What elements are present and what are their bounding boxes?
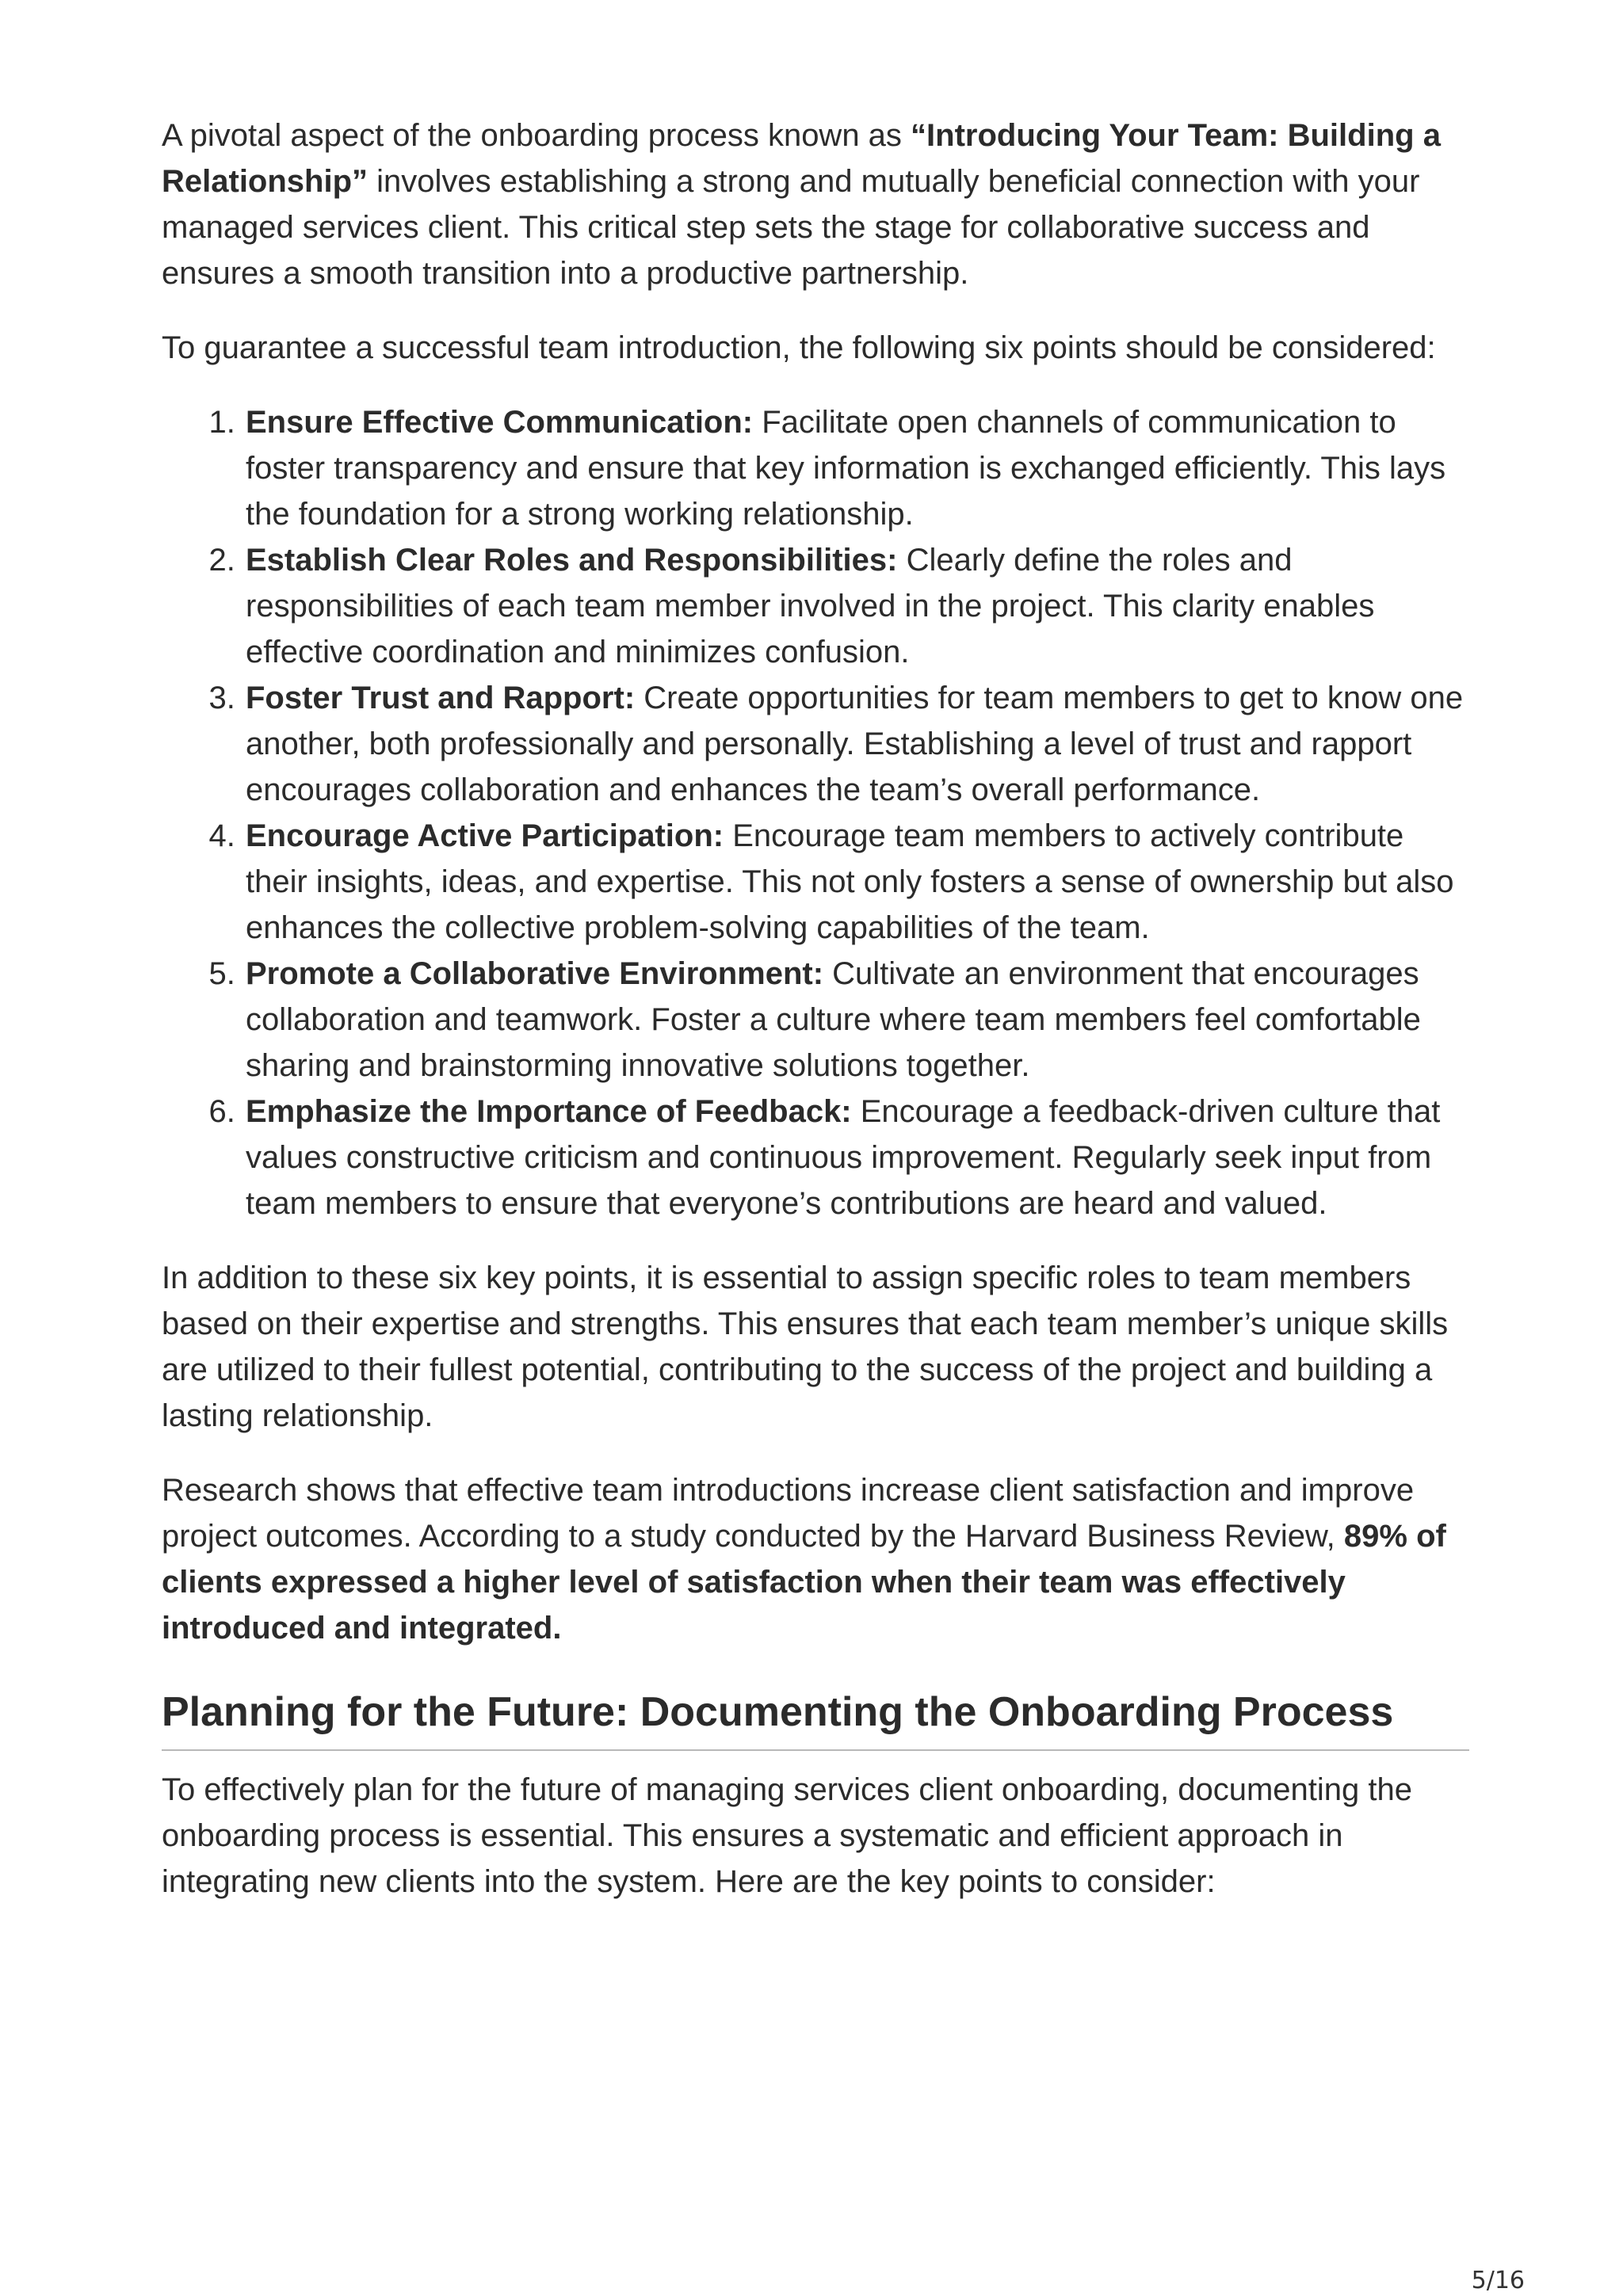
list-item [244,813,1469,951]
list-item [244,675,1469,813]
roles-paragraph: In addition to these six key points, it is essential to assign specific roles to team members based on their expertise and strengths. This ensures that each team member’s unique skills are utilized to their fullest potential, contributing to the success of the project and building a lasting relationship. [162,1261,1449,1433]
list-item [244,537,1469,675]
point-text: Cultivate an environment that encourages collaboration and teamwork. Foster a culture where team members feel comfortable sharing and brainstorming innovative solutions together. [246,956,1421,1083]
research-paragraph [162,1467,1469,1651]
list-item [244,399,1469,537]
point-title: Promote a Collaborative Environment: [246,956,824,991]
point-title: Ensure Effective Communication: [246,405,754,440]
lead-paragraph: To guarantee a successful team introduction, the following six points should be considered: [162,330,1436,365]
list-item [244,951,1469,1089]
point-text: Facilitate open channels of communication to foster transparency and ensure that key information is exchanged efficiently. This lays the foundation for a strong working relationship. [246,405,1446,532]
research-highlight: 89% of clients expressed a higher level of satisfaction when their team was effectively introduced and integrated. [162,1519,1446,1646]
point-text: Encourage team members to actively contribute their insights, ideas, and expertise. This not only fosters a sense of ownership but also enhances the collective problem-solving capabilities of the team. [246,818,1454,945]
point-title: Foster Trust and Rapport: [246,681,636,715]
key-points-list [162,399,1469,1226]
point-text: Encourage a feedback-driven culture that values constructive criticism and continuous improvement. Regularly seek input from team members to ensure that everyone’s contributions are heard and valued. [246,1094,1441,1221]
section-heading: Planning for the Future: Documenting the Onboarding Process [162,1683,1469,1751]
intro-text-after: involves establishing a strong and mutually beneficial connection with your managed services client. This critical step sets the stage for collaborative success and ensures a smooth transition into a productive partnership. [162,164,1420,291]
intro-bold-phrase: “Introducing Your Team: Building a Relationship” [162,118,1441,199]
page-number: 5/16 [1471,2267,1525,2294]
point-text: Clearly define the roles and responsibilities of each team member involved in the project. This clarity enables effective coordination and minimizes confusion. [246,543,1375,669]
point-title: Establish Clear Roles and Responsibilities: [246,543,898,578]
point-title: Encourage Active Participation: [246,818,724,853]
intro-paragraph [162,113,1469,296]
intro-text-before: A pivotal aspect of the onboarding process known as [162,118,911,153]
section-paragraph: To effectively plan for the future of managing services client onboarding, documenting the onboarding process is essential. This ensures a systematic and efficient approach in integrating new clients into the system. Here are the key points to consider: [162,1772,1412,1899]
list-item [244,1089,1469,1226]
point-title: Emphasize the Importance of Feedback: [246,1094,852,1129]
research-text: Research shows that effective team introductions increase client satisfaction and improve project outcomes. According to a study conducted by the Harvard Business Review, [162,1473,1415,1554]
article-body [162,113,1469,1905]
point-text: Create opportunities for team members to get to know one another, both professionally and personally. Establishing a level of trust and rapport encourages collaboration and enhances the team’s overall performance. [246,681,1464,807]
